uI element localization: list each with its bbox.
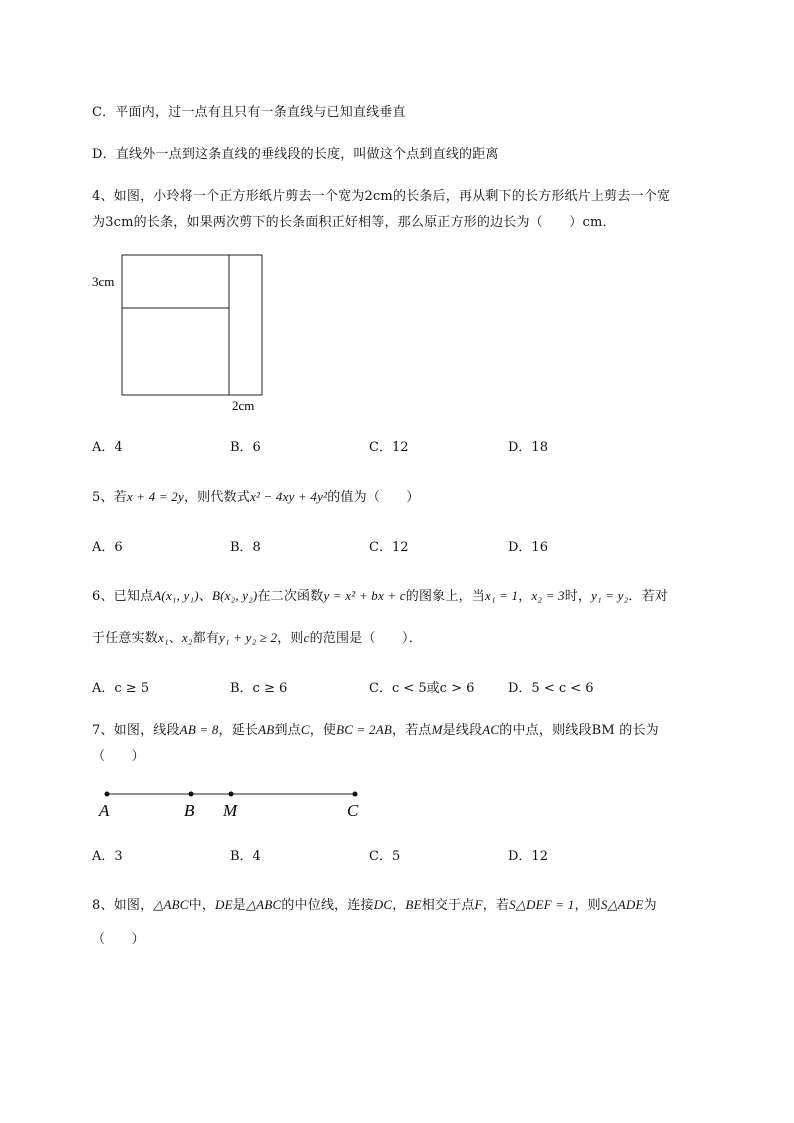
q4-figure — [90, 250, 280, 420]
q7-text: 是线段 — [442, 723, 483, 738]
q6-text: 、 — [198, 589, 212, 604]
q7-m: M — [431, 722, 443, 737]
q8-text: ， — [392, 898, 406, 913]
q5-suffix: 的值为（ ） — [327, 490, 420, 505]
q6-inequality: y₁ + y₂ ≥ 2 — [219, 630, 278, 645]
q6-option-d: D．5 < c < 6 — [508, 681, 594, 696]
q8-text: 相交于点 — [421, 898, 475, 913]
q7-point-b-dot — [189, 792, 194, 797]
q6-var-x2: x₂ — [181, 630, 193, 645]
q5-stem — [92, 486, 420, 505]
q4-option-c: C．12 — [369, 440, 409, 455]
q6-option-b: B．c ≥ 6 — [230, 681, 288, 696]
q4-label-2cm: 2cm — [232, 398, 255, 413]
q5-option-a: A．6 — [92, 540, 123, 555]
q4-stem-line2: 为3cm的长条，如果两次剪下的长条面积正好相等，那么原正方形的边长为（ ）cm． — [92, 215, 616, 230]
q6-text: 于任意实数 — [92, 631, 159, 646]
q6-cond-x1: x₁ = 1 — [484, 588, 519, 603]
q6-point-b: B(x₂, y₂) — [211, 588, 258, 603]
q7-option-c: C．5 — [369, 849, 401, 864]
q6-text: 都有 — [192, 631, 220, 646]
q7-figure — [95, 785, 375, 825]
q4-option-b: B．6 — [230, 440, 261, 455]
q6-text: ，则 — [277, 631, 304, 646]
q3-option-d: D．直线外一点到这条直线的垂线段的长度，叫做这个点到直线的距离 — [92, 147, 499, 162]
q7-option-a: A．3 — [92, 849, 123, 864]
q7-ac: AC — [482, 722, 500, 737]
q8-text: ，则 — [574, 898, 601, 913]
q8-dc: DC — [373, 897, 393, 912]
q7-stem-line1 — [92, 719, 659, 738]
q8-text: ，若 — [482, 898, 510, 913]
q7-text: ，延长 — [218, 723, 259, 738]
q5-condition: x + 4 = 2y — [126, 489, 184, 504]
q5-mid: ，则代数式 — [183, 490, 250, 505]
q4-label-3cm: 3cm — [92, 274, 115, 289]
q8-text: 是 — [232, 898, 246, 913]
q7-text: 7、如图，线段 — [92, 723, 180, 738]
q8-be: BE — [405, 897, 422, 912]
q5-option-d: D．16 — [508, 540, 548, 555]
q8-text: 8、如图， — [92, 898, 154, 913]
q6-text: 时， — [564, 589, 592, 604]
q8-text: 的中位线，连接 — [281, 898, 374, 913]
q4-option-d: D．18 — [508, 440, 548, 455]
q7-text: 的中点，则线段BM 的长为 — [499, 723, 659, 738]
q7-option-d: D．12 — [508, 849, 548, 864]
q5-option-b: B．8 — [230, 540, 261, 555]
q6-var-x1: x₁ — [158, 630, 169, 645]
q8-triangle2: △ABC — [245, 897, 282, 912]
q7-label-a: A — [99, 801, 110, 820]
q7-label-b: B — [184, 801, 195, 820]
q6-text: 6、已知点 — [92, 589, 154, 604]
q6-option-a: A．c ≥ 5 — [92, 681, 150, 696]
q7-point-a-dot — [105, 792, 110, 797]
q7-option-b: B．4 — [230, 849, 261, 864]
q6-text: 的图象上，当 — [405, 589, 485, 604]
q4-stem-line1: 4、如图，小玲将一个正方形纸片剪去一个宽为2cm的长条后，再从剩下的长方形纸片上剪去一个宽 — [92, 189, 671, 204]
q6-stem-line1 — [92, 585, 668, 604]
q7-text: ，若点 — [392, 723, 432, 738]
q8-text: 为 — [643, 898, 657, 913]
q5-prefix: 5、若 — [92, 490, 127, 505]
q5-expression: x² − 4xy + 4y² — [249, 489, 328, 504]
q8-stem-line2: （ ） — [92, 932, 145, 947]
q7-ab: AB = 8 — [179, 722, 219, 737]
q4-option-a: A．4 — [92, 440, 123, 455]
q8-triangle: △ABC — [153, 897, 189, 912]
q8-area-def: S△DEF = 1 — [509, 897, 575, 912]
q4-square — [122, 255, 262, 395]
q8-de: DE — [215, 897, 233, 912]
q8-area-ade: S△ADE — [600, 897, 644, 912]
q6-function: y = x² + bx + c — [323, 588, 406, 603]
q7-bc: BC = 2AB — [336, 722, 392, 737]
q8-stem-line1 — [92, 894, 657, 913]
q6-text: 、 — [168, 631, 182, 646]
q3-option-c: C．平面内，过一点有且只有一条直线与已知直线垂直 — [92, 105, 406, 120]
q6-stem-line2 — [92, 627, 422, 646]
q6-var-c: c — [303, 630, 310, 645]
q6-text: 的范围是（ ）． — [309, 631, 422, 646]
q7-stem-line2: （ ） — [92, 749, 145, 764]
q6-point-a: A(x₁, y₁) — [153, 588, 199, 603]
q6-cond-y: y₁ = y₂ — [591, 588, 629, 603]
q7-label-c: C — [347, 801, 359, 820]
q7-point-m-dot — [229, 792, 234, 797]
q7-c: C — [300, 722, 310, 737]
q8-f: F — [474, 897, 483, 912]
q6-option-c: C．c < 5或c > 6 — [369, 681, 475, 696]
q8-text: 中， — [188, 898, 216, 913]
q7-text: 到点 — [274, 723, 301, 738]
q5-option-c: C．12 — [369, 540, 409, 555]
q7-label-m: M — [223, 801, 238, 820]
q6-cond-x2: x₂ = 3 — [531, 588, 565, 603]
q7-ab2: AB — [258, 722, 275, 737]
q6-text: 在二次函数 — [257, 589, 324, 604]
q6-text: ．若对 — [628, 589, 668, 604]
q6-text: ， — [518, 589, 532, 604]
q7-point-c-dot — [353, 792, 358, 797]
q7-text: ，使 — [309, 723, 337, 738]
